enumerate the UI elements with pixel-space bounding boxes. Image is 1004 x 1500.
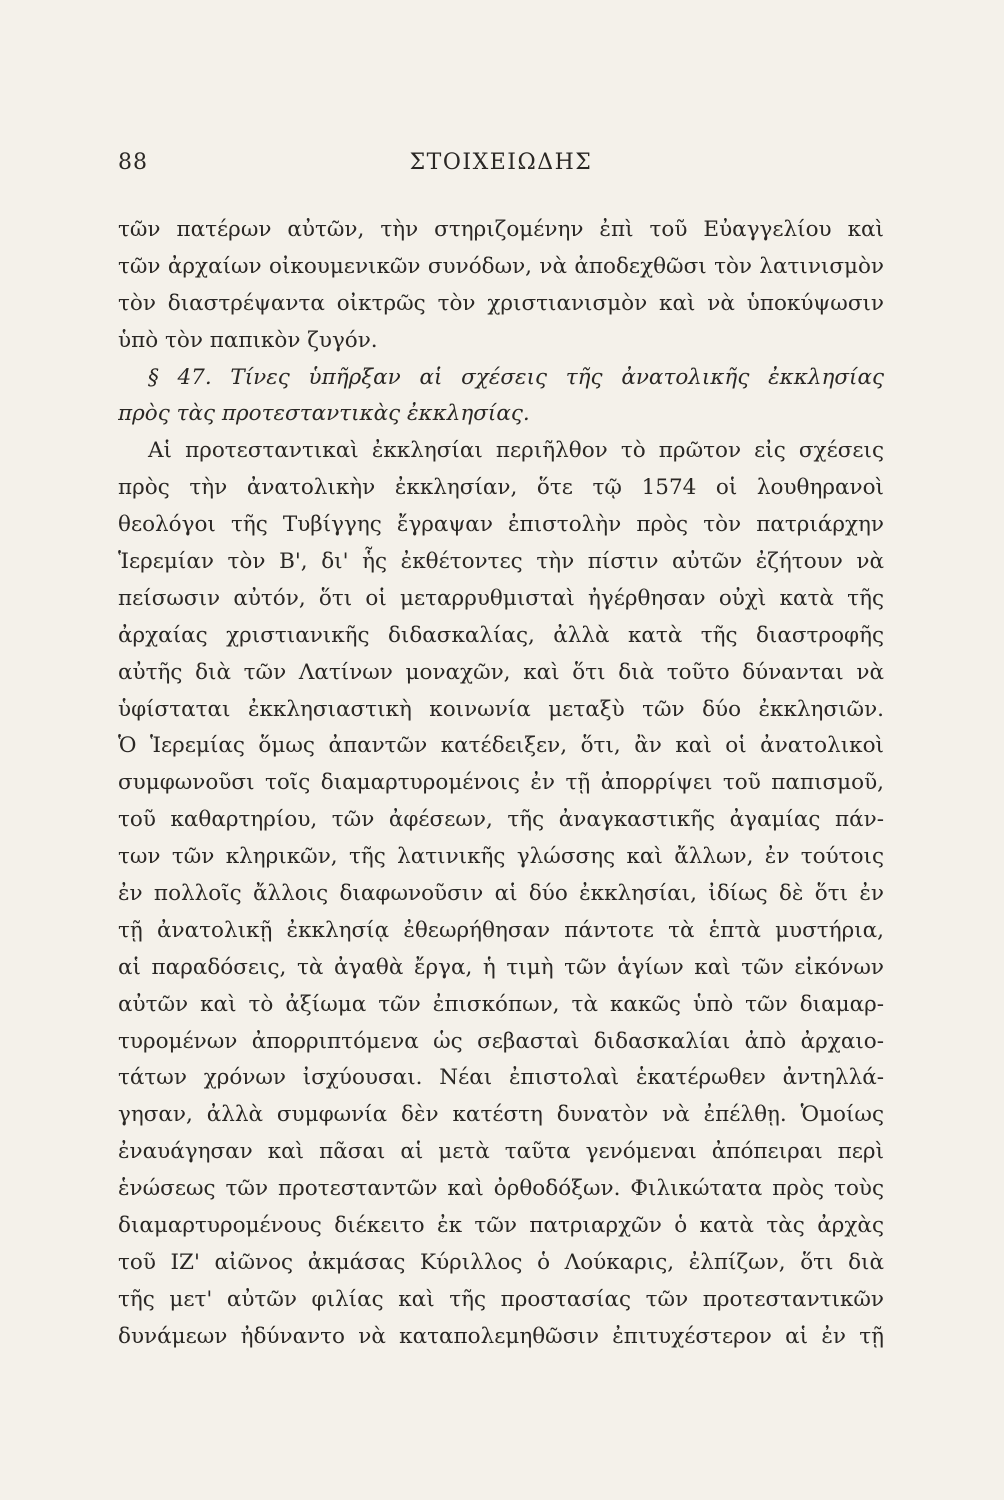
body-text — [118, 212, 884, 1356]
running-title: ΣΤΟΙΧΕΙΩΔΗΣ — [409, 150, 593, 175]
text-line: ἑνώσεως τῶν προτεσταντῶν καὶ ὀρθοδόξων. Φιλικώτατα πρὸς τοὺς — [118, 1176, 884, 1202]
text-line: τῇ ἀνατολικῇ ἐκκλησίᾳ ἐθεωρήθησαν πάντοτε τὰ ἑπτὰ μυστήρια, — [118, 917, 884, 943]
text-line: Αἱ προτεσταντικαὶ ἐκκλησίαι περιῆλθον τὸ πρῶτον εἰς σχέσεις — [148, 438, 884, 464]
page-number: 88 — [118, 150, 148, 175]
text-line: ἐν πολλοῖς ἄλλοις διαφωνοῦσιν αἱ δύο ἐκκλησίαι, ἰδίως δὲ ὅτι ἐν — [118, 881, 884, 907]
text-line: των τῶν κληρικῶν, τῆς λατινικῆς γλώσσης καὶ ἄλλων, ἐν τούτοις — [118, 844, 884, 870]
text-line: Ἱερεμίαν τὸν Β', δι' ἧς ἐκθέτοντες τὴν πίστιν αὐτῶν ἐζήτουν νὰ — [118, 549, 884, 575]
page-header — [118, 150, 884, 184]
text-line: τάτων χρόνων ἰσχύουσαι. Νέαι ἐπιστολαὶ ἑκατέρωθεν ἀντηλλά- — [118, 1065, 884, 1091]
text-line: τυρομένων ἀπορριπτόμενα ὡς σεβασταὶ διδασκαλίαι ἀπὸ ἀρχαιο- — [118, 1028, 884, 1054]
text-line: Ὁ Ἱερεμίας ὅμως ἀπαντῶν κατέδειξεν, ὅτι, ἂν καὶ οἱ ἀνατολικοὶ — [118, 733, 884, 759]
text-line: αὐτῆς διὰ τῶν Λατίνων μοναχῶν, καὶ ὅτι διὰ τοῦτο δύνανται νὰ — [118, 659, 884, 685]
text-line: τοῦ ΙΖ' αἰῶνος ἀκμάσας Κύριλλος ὁ Λούκαρις, ἐλπίζων, ὅτι διὰ — [118, 1249, 884, 1275]
text-line: ὑπὸ τὸν παπικὸν ζυγόν. — [118, 327, 378, 353]
text-line: ὑφίσταται ἐκκλησιαστικὴ κοινωνία μεταξὺ τῶν δύο ἐκκλησιῶν. — [118, 696, 884, 722]
text-line: τῶν πατέρων αὐτῶν, τὴν στηριζομένην ἐπὶ τοῦ Εὐαγγελίου καὶ — [118, 217, 884, 242]
text-line: τῆς μετ' αὐτῶν φιλίας καὶ τῆς προστασίας τῶν προτεσταντικῶν — [118, 1286, 884, 1312]
text-line: πρὸς τὴν ἀνατολικὴν ἐκκλησίαν, ὅτε τῷ 1574 οἱ λουθηρανοὶ — [118, 475, 884, 501]
text-line: τοῦ καθαρτηρίου, τῶν ἀφέσεων, τῆς ἀναγκαστικῆς ἀγαμίας πάν- — [118, 807, 884, 833]
text-line: διαμαρτυρομένους διέκειτο ἐκ τῶν πατριαρχῶν ὁ κατὰ τὰς ἀρχὰς — [118, 1213, 884, 1239]
text-line: συμφωνοῦσι τοῖς διαμαρτυρομένοις ἐν τῇ ἀπορρίψει τοῦ παπισμοῦ, — [118, 770, 884, 796]
text-line: πείσωσιν αὐτόν, ὅτι οἱ μεταρρυθμισταὶ ἠγέρθησαν οὐχὶ κατὰ τῆς — [118, 585, 884, 611]
text-line: τῶν ἀρχαίων οἰκουμενικῶν συνόδων, νὰ ἀποδεχθῶσι τὸν λατινισμὸν — [118, 253, 884, 279]
section-heading-line: § 47. Τίνες ὑπῆρξαν αἱ σχέσεις τῆς ἀνατολικῆς ἐκκλησίας — [148, 364, 884, 390]
text-line: ἐναυάγησαν καὶ πᾶσαι αἱ μετὰ ταῦτα γενόμεναι ἀπόπειραι περὶ — [118, 1139, 884, 1165]
text-line: τὸν διαστρέψαντα οἰκτρῶς τὸν χριστιανισμὸν καὶ νὰ ὑποκύψωσιν — [118, 290, 884, 316]
text-line: ἀρχαίας χριστιανικῆς διδασκαλίας, ἀλλὰ κατὰ τῆς διαστροφῆς — [118, 622, 884, 648]
text-line: θεολόγοι τῆς Τυβίγγης ἔγραψαν ἐπιστολὴν πρὸς τὸν πατριάρχην — [118, 512, 884, 538]
text-line: αὐτῶν καὶ τὸ ἀξίωμα τῶν ἐπισκόπων, τὰ κακῶς ὑπὸ τῶν διαμαρ- — [118, 991, 884, 1017]
text-line: αἱ παραδόσεις, τὰ ἀγαθὰ ἔργα, ἡ τιμὴ τῶν ἁγίων καὶ τῶν εἰκόνων — [118, 954, 884, 980]
text-line: γησαν, ἀλλὰ συμφωνία δὲν κατέστη δυνατὸν νὰ ἐπέλθῃ. Ὁμοίως — [118, 1102, 884, 1128]
text-line: δυνάμεων ἠδύναντο νὰ καταπολεμηθῶσιν ἐπιτυχέστερον αἱ ἐν τῇ — [118, 1323, 884, 1349]
section-heading-line: πρὸς τὰς προτεσταντικὰς ἐκκλησίας. — [118, 401, 530, 427]
